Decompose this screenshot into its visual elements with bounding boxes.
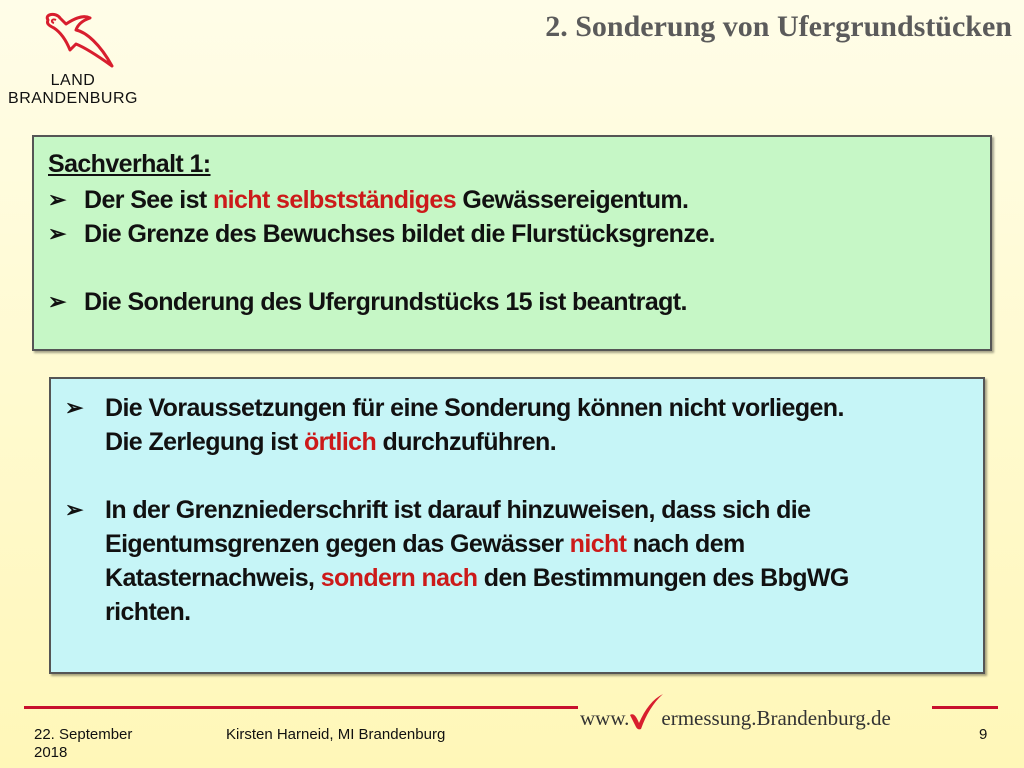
slide-title: 2. Sonderung von Ufergrundstücken (545, 10, 1012, 43)
page-number: 9 (979, 726, 988, 743)
logo-text-brandenburg: BRANDENBURG (8, 90, 138, 107)
highlight-text: örtlich (303, 428, 377, 456)
footer-divider-left (24, 706, 578, 709)
eagle-logo-icon (26, 10, 116, 72)
bullet-text: Die Voraussetzungen für eine Sonderung können nicht vorliegen. Die Zerlegung ist örtlich durchzuführen. (105, 394, 844, 456)
list-item (65, 391, 969, 459)
checkmark-icon (627, 693, 665, 731)
arrow-bullet-icon: ➢ (48, 187, 66, 212)
conclusion-box (49, 377, 985, 674)
list-item (48, 183, 976, 217)
bullet-text: In der Grenzniederschrift ist darauf hinzuweisen, dass sich die Eigentumsgrenzen gegen das Gewässer nicht nach dem Katasternachweis, sondern nach den Bestimmungen des BbgWG richten. (105, 496, 849, 626)
list-item (65, 493, 969, 629)
arrow-bullet-icon: ➢ (48, 221, 66, 246)
logo-text-land: LAND (50, 72, 96, 89)
bullet-text: Der See ist nicht selbstständiges Gewässereigentum. (84, 186, 689, 214)
footer-divider-right (932, 706, 998, 709)
highlight-text: sondern nach (320, 564, 478, 592)
facts-heading: Sachverhalt 1: (48, 150, 211, 178)
facts-box (32, 135, 992, 351)
footer-date: 22. September 2018 (34, 726, 133, 761)
bullet-text: Die Sonderung des Ufergrundstücks 15 ist beantragt. (84, 288, 687, 316)
bullet-text: Die Grenze des Bewuchses bildet die Flurstücksgrenze. (84, 220, 715, 248)
highlight-text: nicht selbstständiges (212, 186, 456, 214)
highlight-text: nicht (569, 530, 627, 558)
land-brandenburg-logo (8, 10, 138, 115)
list-item (48, 285, 976, 319)
list-item (48, 217, 976, 251)
arrow-bullet-icon: ➢ (48, 289, 66, 314)
arrow-bullet-icon: ➢ (65, 497, 83, 522)
arrow-bullet-icon: ➢ (65, 395, 83, 420)
footer-author: Kirsten Harneid, MI Brandenburg (226, 726, 446, 743)
website-url[interactable]: www. ermessung.Brandenburg.de (580, 693, 891, 731)
